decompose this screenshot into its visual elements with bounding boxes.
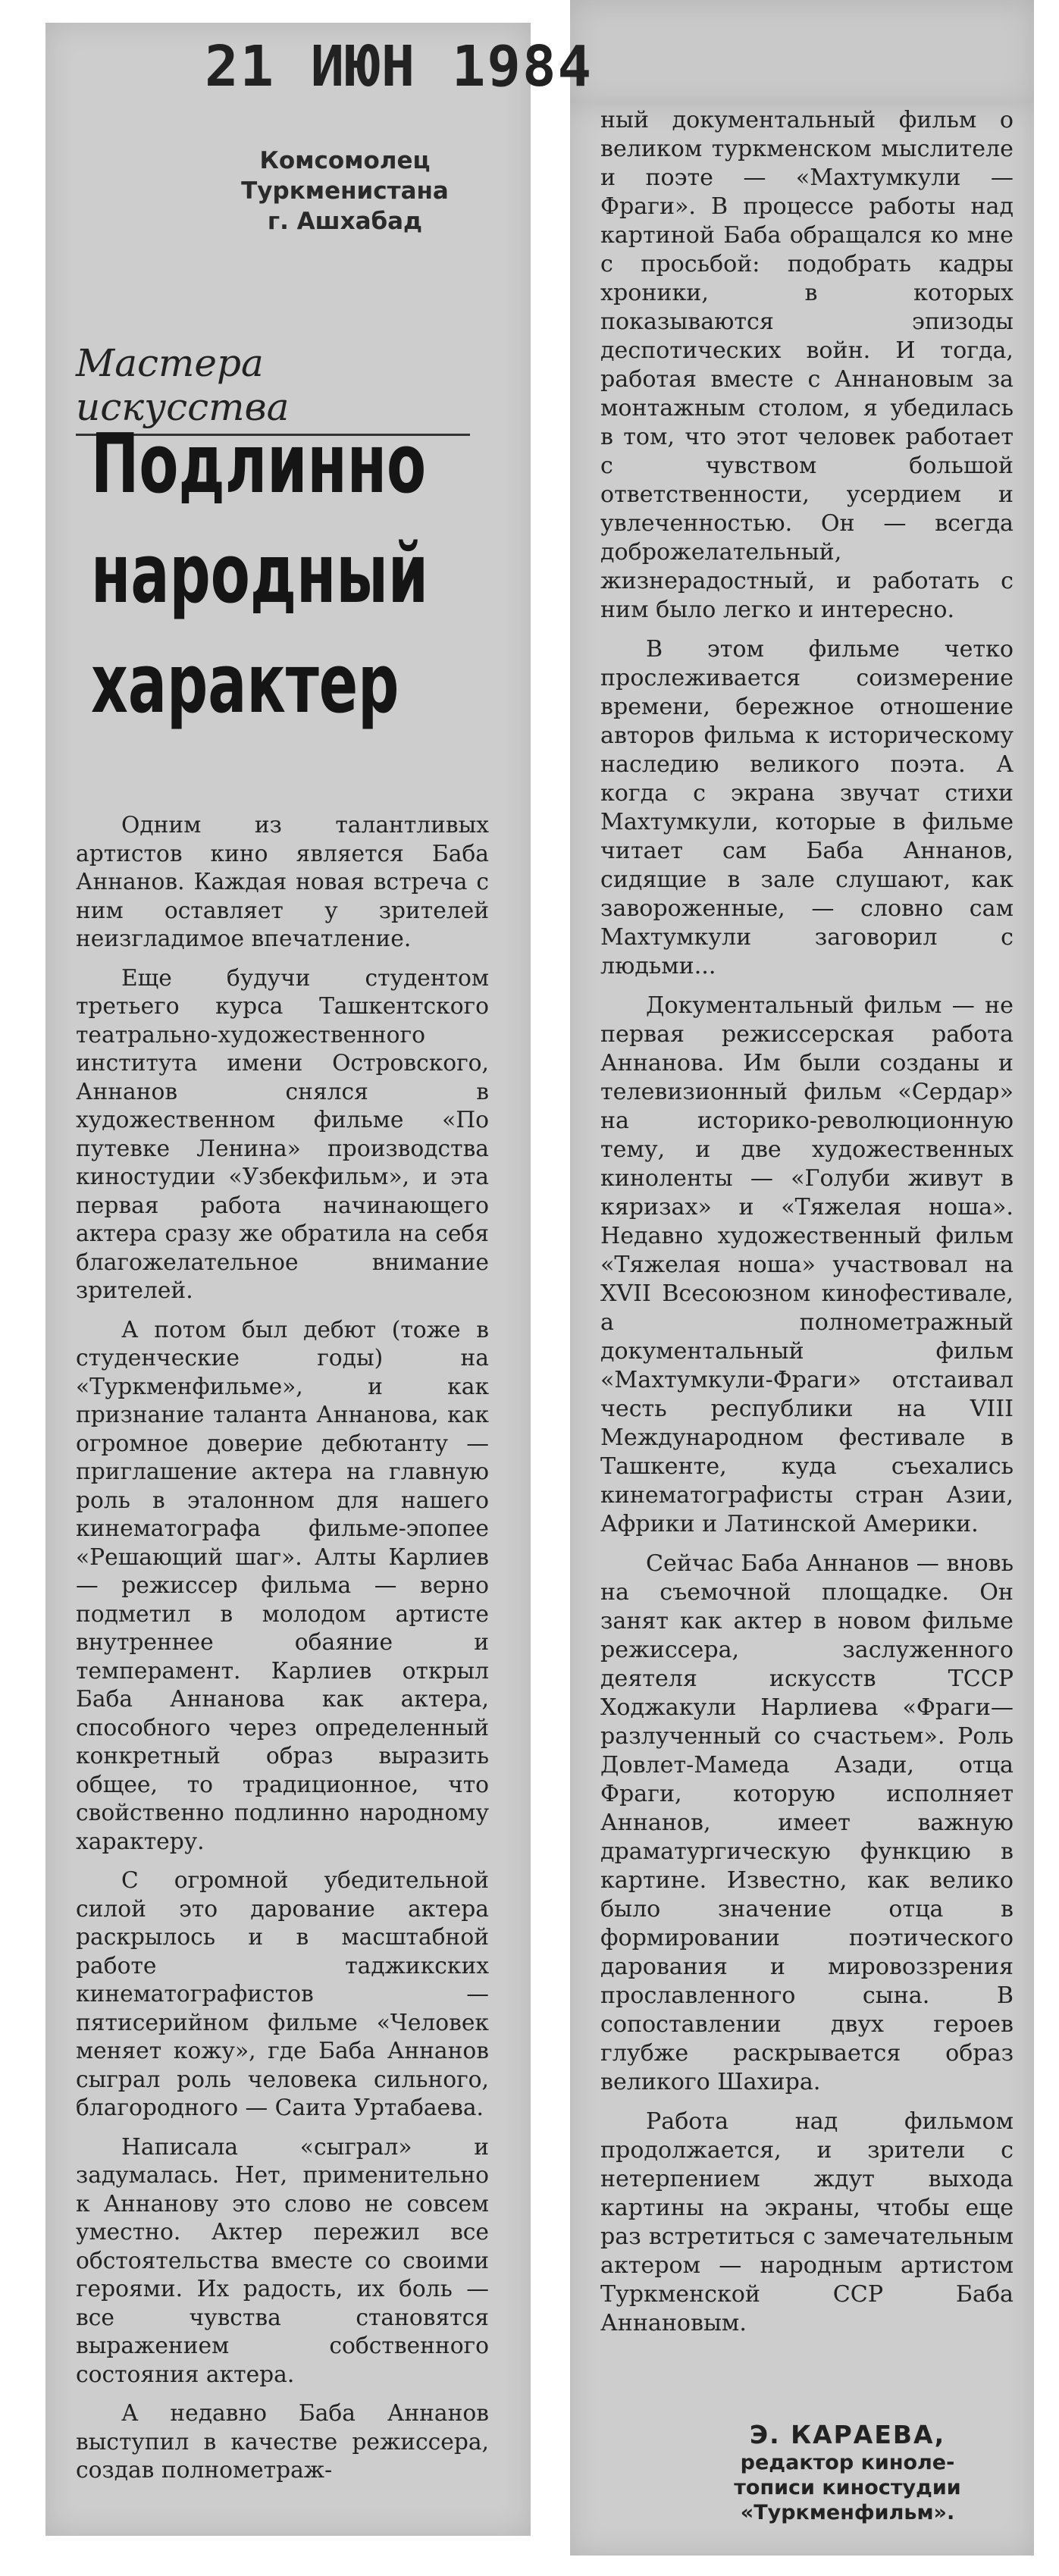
article-column-left — [76, 811, 489, 2496]
paragraph: С огромной убедительной силой это дарование актера раскрылось и в масштабной работе таджикских кинематографистов — пятисерийном фильме «Человек меняет кожу», где Баба Аннанов сыграл роль человека сильного, благородного — Саита Уртабаева. — [76, 1867, 489, 2121]
paragraph: А недавно Баба Аннанов выступил в качестве режиссера, создав полнометраж- — [76, 2400, 489, 2484]
newspaper-city: г. Ашхабад — [267, 208, 423, 235]
headline — [91, 409, 429, 739]
paragraph: Написала «сыграл» и задумалась. Нет, применительно к Аннанову это слово не совсем уместно. Актер пережил все обстоятельства вместе со своими героями. Их радость, их боль — все чувства становятся выражением собственного состояния актера. — [76, 2133, 489, 2388]
headline-line-3: характер — [91, 637, 399, 732]
paragraph: В этом фильме четко прослеживается соизмерение времени, бережное отношение авторов фильма к историческому наследию великого поэта. А когда с экрана звучат стихи Махтумкули, которые в фильме читает сам Баба Аннанов, сидящие в зале слушают, как завороженные, — словно сам Махтумкули заговорил с людьми... — [600, 636, 1014, 979]
headline-line-2: народный — [91, 527, 429, 622]
paragraph: Сейчас Баба Аннанов — вновь на съемочной площадке. Он занят как актер в новом фильме режиссера, заслуженного деятеля искусств ТССР Ходжакули Нарлиева «Фраги—разлученный со счастьем». Роль Довлет-Мамеда Азади, отца Фраги, которую исполняет Аннанов, имеет важную драматургическую функцию в картине. Известно, как велико было значение отца в формировании поэтического дарования и мировоззрения прославленного сына. В сопоставлении двух героев глубже раскрывается образ великого Шахира. — [600, 1550, 1014, 2095]
paragraph: ный документальный фильм о великом туркменском мыслителе и поэте — «Махтумкули — Фраги». В процессе работы над картиной Баба обращался ко мне с просьбой: подобрать кадры хроники, в которых показываются эпизоды деспотических войн. И тогда, работая вместе с Аннановым за монтажным столом, я убедилась в том, что этот человек работает с чувством большой ответственности, усердием и увлеченностью. Он — всегда доброжелательный, жизнерадостный, и работать с ним было легко и интересно. — [600, 107, 1014, 623]
clipping-right-column-top — [570, 0, 1034, 108]
author-signature — [681, 2420, 1014, 2525]
paragraph: Работа над фильмом продолжается, и зрители с нетерпением ждут выхода картины на экраны, чтобы еще раз встретиться с замечательным актером — народным артистом Туркменской ССР Баба Аннановым. — [600, 2108, 1014, 2336]
author-title-line-1: редактор киноле- — [740, 2451, 955, 2474]
author-title-line-3: «Туркменфильм». — [740, 2501, 955, 2524]
rubric: Мастера искусства — [76, 341, 470, 436]
article-column-right — [600, 106, 1014, 2349]
date-stamp: 21 ИЮН 1984 — [205, 34, 594, 99]
paragraph: Документальный фильм — не первая режиссерская работа Аннанова. Им были созданы и телевизионный фильм «Сердар» на историко-революционную тему, и две художественных киноленты — «Голуби живут в кяризах» и «Тяжелая ноша». Недавно художественный фильм «Тяжелая ноша» участвовал на XVII Всесоюзном кинофестивале, а полнометражный документальный фильм «Махтумкули-Фраги» отстаивал честь республики на VIII Международном фестивале в Ташкенте, куда съехались кинематографисты стран Азии, Африки и Латинской Америки. — [600, 992, 1014, 1537]
newspaper-name: Комсомолец Туркменистана — [241, 147, 449, 205]
author-title-line-2: тописи киностудии — [734, 2476, 961, 2499]
paragraph: Одним из талантливых артистов кино является Баба Аннанов. Каждая новая встреча с ним оставляет у зрителей неизгладимое впечатление. — [76, 812, 489, 952]
paragraph: Еще будучи студентом третьего курса Ташкентского театрально-художественного института имени Островского, Аннанов снялся в художественном фильме «По путевке Ленина» производства киностудии «Узбекфильм», и эта первая работа начинающего актера сразу же обратила на себя благожелательное внимание зрителей. — [76, 964, 489, 1304]
newspaper-source — [171, 146, 519, 237]
headline-line-1: Подлинно — [91, 417, 427, 512]
paragraph: А потом был дебют (тоже в студенческие годы) на «Туркменфильме», и как признание таланта Аннанова, как огромное доверие дебютанту — приглашение актера на главную роль в эталонном для нашего кинематографа фильме-эпопее «Решающий шаг». Алты Карлиев — режиссер фильма — верно подметил в молодом артисте внутреннее обаяние и темперамент. Карлиев открыл Баба Аннанова как актера, способного через определенный конкретный образ выразить общее, то традиционное, что свойственно подлинно народному характеру. — [76, 1316, 489, 1855]
author-name: Э. КАРАЕВА, — [749, 2420, 946, 2449]
